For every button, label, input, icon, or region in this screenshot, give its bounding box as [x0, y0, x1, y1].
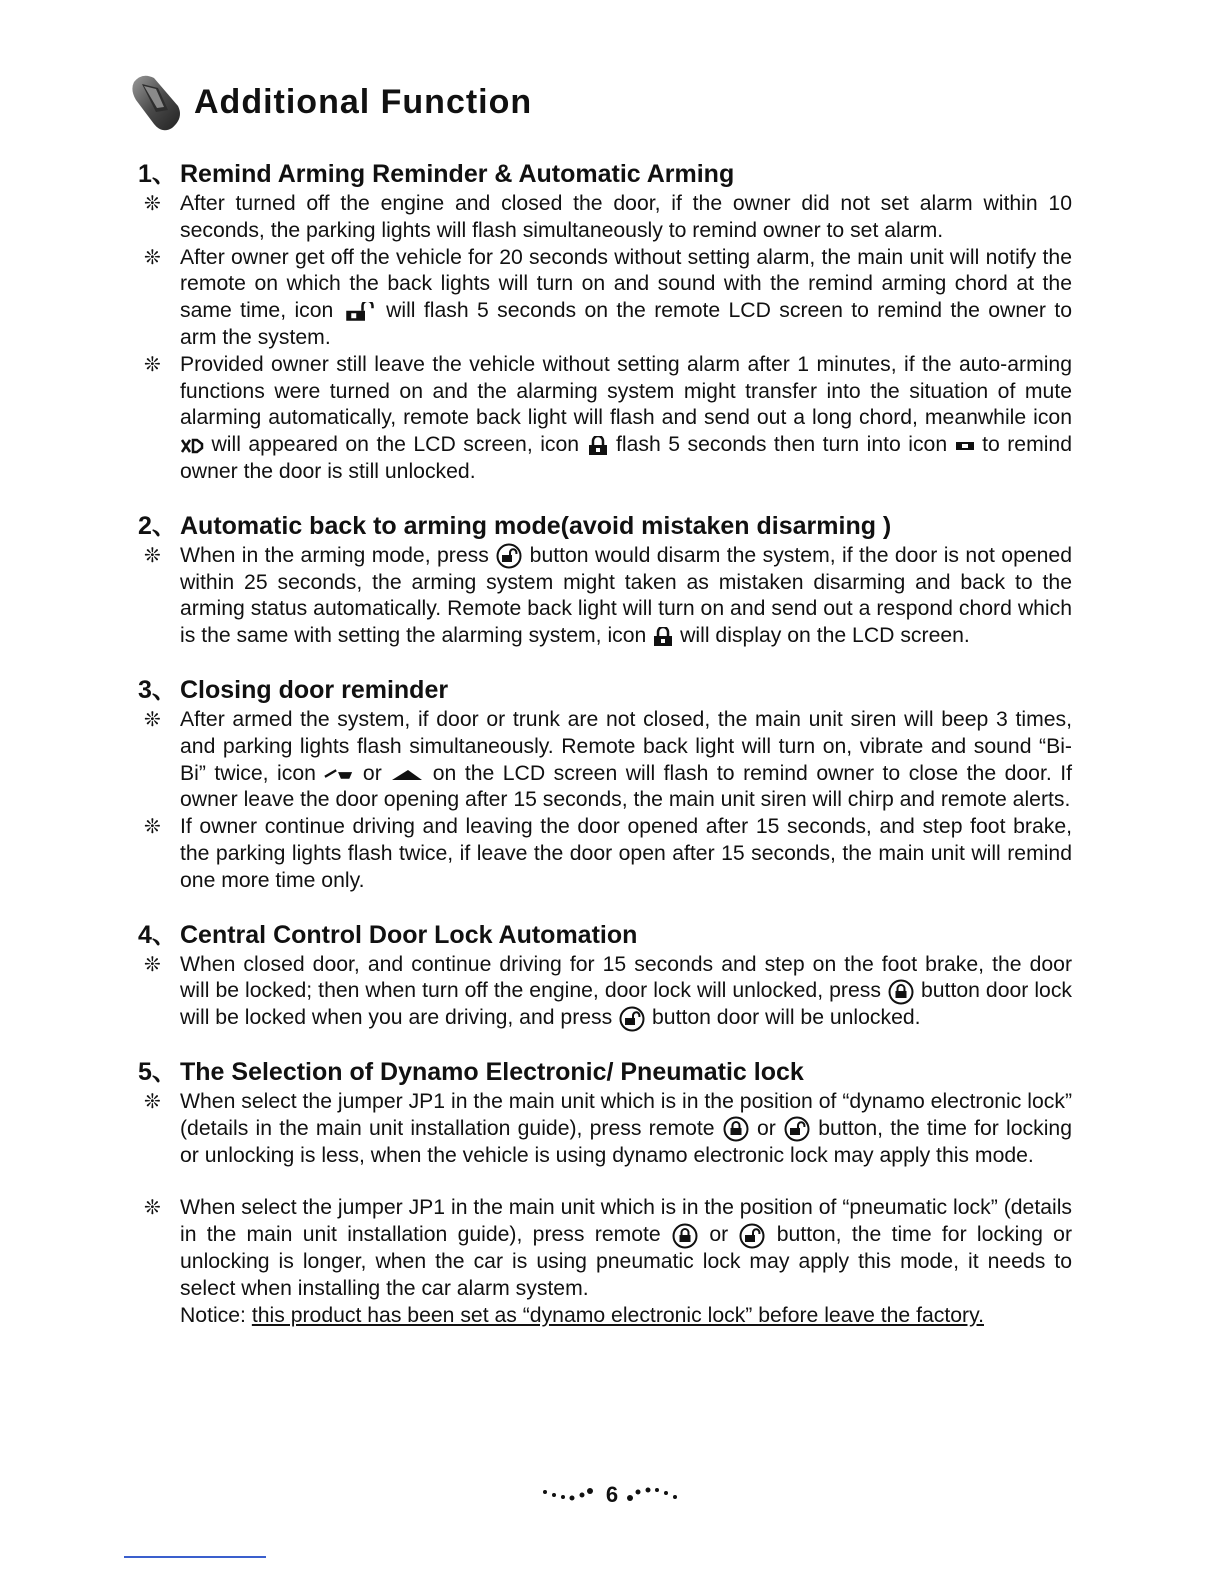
bullet-text: button, the time for locking or unlocking is longer, when the car is using pneumatic lock may apply this mode, it needs to select when installing the car alarm system.: [180, 1223, 1072, 1300]
bullet-mark: ❊: [144, 193, 161, 215]
section-title: The Selection of Dynamo Electronic/ Pneumatic lock: [180, 1057, 804, 1086]
bullet-text: will flash 5 seconds on the remote LCD screen to remind the owner to arm the system.: [180, 299, 1072, 349]
bullet-text: button door will be unlocked.: [652, 1006, 921, 1030]
bullet-paragraph: [138, 543, 1072, 650]
bullet-text: button would disarm the system, if the door is not opened within 25 seconds, the arming system might taken as mistaken disarming and back to the arming status automatically. Remote back light will turn on and send out a respond chord which is the same with setting the alarming system, icon: [180, 543, 1073, 648]
bullet-text: Provided owner still leave the vehicle without setting alarm after 1 minutes, if the auto-arming functions were turned on and the alarming system might transfer into the situation of mute alarming automatically, remote back light will flash and send out a long chord, meanwhile icon: [180, 352, 1072, 430]
unlock-button-icon: [495, 543, 523, 569]
bullet-text: When closed door, and continue driving for 15 seconds and step on the foot brake, the door will be locked; then when turn off the engine, door lock will unlocked, press: [180, 952, 1072, 1003]
section-number: 3、: [138, 675, 177, 704]
unlock-button-icon: [783, 1116, 811, 1142]
lock-button-icon: [887, 979, 915, 1005]
section-number: 1、: [138, 160, 177, 188]
bullet-paragraph: [138, 1089, 1072, 1169]
footer-rule: [124, 1556, 266, 1558]
bullet-paragraph: [138, 245, 1072, 352]
bullet-mark: ❊: [144, 816, 161, 839]
bullet-text: button door lock will be locked when you are driving, and press: [180, 979, 1073, 1030]
lock-button-icon: [671, 1223, 699, 1249]
page-number-footer: [0, 1482, 1224, 1508]
notice-label: Notice:: [180, 1303, 246, 1327]
lock-icon: [587, 436, 609, 456]
bullet-text: button, the time for locking or unlocking is less, when the vehicle is using dynamo electronic lock may apply this mode.: [180, 1116, 1072, 1167]
section-4: [138, 919, 1072, 1032]
page-header: [128, 70, 532, 134]
bullet-text: When select the jumper JP1 in the main unit which is in the position of “dynamo electronic lock” (details in the main unit installation guide), press remote: [180, 1089, 1072, 1140]
bullet-text: After turned off the engine and closed the door, if the owner did not set alarm within 10 seconds, the parking lights will flash simultaneously to remind owner to set alarm.: [180, 192, 1072, 242]
page-number: 6: [605, 1482, 619, 1507]
bullet-text: When in the arming mode, press: [180, 543, 489, 567]
bullet-paragraph: [138, 952, 1072, 1032]
section-heading: [138, 510, 1072, 543]
bullet-text: After owner get off the vehicle for 20 seconds without setting alarm, the main unit will notify the remote on which the back lights will turn on and sound with the remind arming chord at the same time, icon: [180, 245, 1072, 323]
lock-button-icon: [722, 1116, 750, 1142]
page-title: Additional Function: [194, 82, 533, 121]
bullet-text: on the LCD screen will flash to remind owner to close the door. If owner leave the door opening after 15 seconds, the main unit siren will chirp and remote alerts.: [180, 761, 1072, 812]
section-heading: [138, 1056, 1072, 1089]
unlock-open-icon: [342, 302, 378, 322]
bullet-paragraph: [138, 1195, 1072, 1329]
section-heading: [138, 919, 1072, 952]
bullet-text: If owner continue driving and leaving the door opened after 15 seconds, and step foot brake, the parking lights flash twice, if leave the door open after 15 seconds, the main unit will remind one more time only.: [180, 815, 1072, 892]
section-1: [138, 158, 1072, 486]
bullet-mark: ❊: [144, 246, 161, 269]
lock-icon: [652, 627, 674, 647]
bullet-text: will display on the LCD screen.: [680, 624, 970, 648]
section-2: [138, 510, 1072, 650]
bullet-text: After armed the system, if door or trunk are not closed, the main unit siren will beep 3 times, and parking lights flash simultaneously. Remote back light will turn on, vibrate and sound “Bi-Bi” twice, icon: [180, 707, 1072, 785]
bullet-paragraph: [138, 191, 1072, 245]
bullet-mark: ❊: [144, 708, 161, 731]
bullet-paragraph: [138, 814, 1072, 894]
trunk-open-icon: [390, 767, 424, 781]
section-number: 5、: [138, 1057, 177, 1086]
unlocked-icon: [955, 441, 975, 451]
bullet-paragraph: [138, 352, 1072, 486]
section-3: [138, 674, 1072, 895]
section-number: 2、: [138, 511, 177, 540]
bullet-mark: ❊: [144, 544, 161, 567]
bullet-mark: ❊: [144, 1090, 161, 1113]
bullet-text: or: [709, 1223, 729, 1247]
section-title: Closing door reminder: [180, 675, 449, 704]
bullet-text: will appeared on the LCD screen, icon: [211, 433, 580, 457]
section-heading: [138, 674, 1072, 707]
car-remote-icon: [128, 70, 186, 134]
bullet-mark: ❊: [144, 1197, 161, 1220]
bullet-text: or: [756, 1116, 776, 1140]
dots-right-icon: [624, 1486, 682, 1506]
dots-left-icon: [542, 1486, 600, 1506]
bullet-text: to remind owner the door is still unlocked.: [180, 433, 1073, 483]
bullet-text: When select the jumper JP1 in the main unit which is in the position of “pneumatic lock” (details in the main unit installation guide), press remote: [180, 1196, 1072, 1247]
bullet-mark: ❊: [144, 353, 161, 376]
unlock-button-icon: [738, 1223, 766, 1249]
mute-speaker-icon: [180, 436, 204, 456]
unlock-button-icon: [618, 1006, 646, 1032]
section-heading: [138, 158, 1072, 191]
content: [138, 158, 1072, 1353]
section-title: Automatic back to arming mode(avoid mistaken disarming ): [180, 511, 892, 540]
bullet-paragraph: [138, 707, 1072, 814]
notice-text: this product has been set as “dynamo electronic lock” before leave the factory.: [251, 1303, 984, 1327]
bullet-mark: ❊: [144, 953, 161, 976]
bullet-text: flash 5 seconds then turn into icon: [616, 433, 948, 457]
section-5: [138, 1056, 1072, 1329]
section-title: Remind Arming Reminder & Automatic Arming: [180, 160, 735, 188]
door-open-icon: [324, 766, 354, 782]
bullet-text: or: [362, 761, 382, 785]
section-number: 4、: [138, 920, 177, 949]
section-title: Central Control Door Lock Automation: [180, 920, 638, 949]
